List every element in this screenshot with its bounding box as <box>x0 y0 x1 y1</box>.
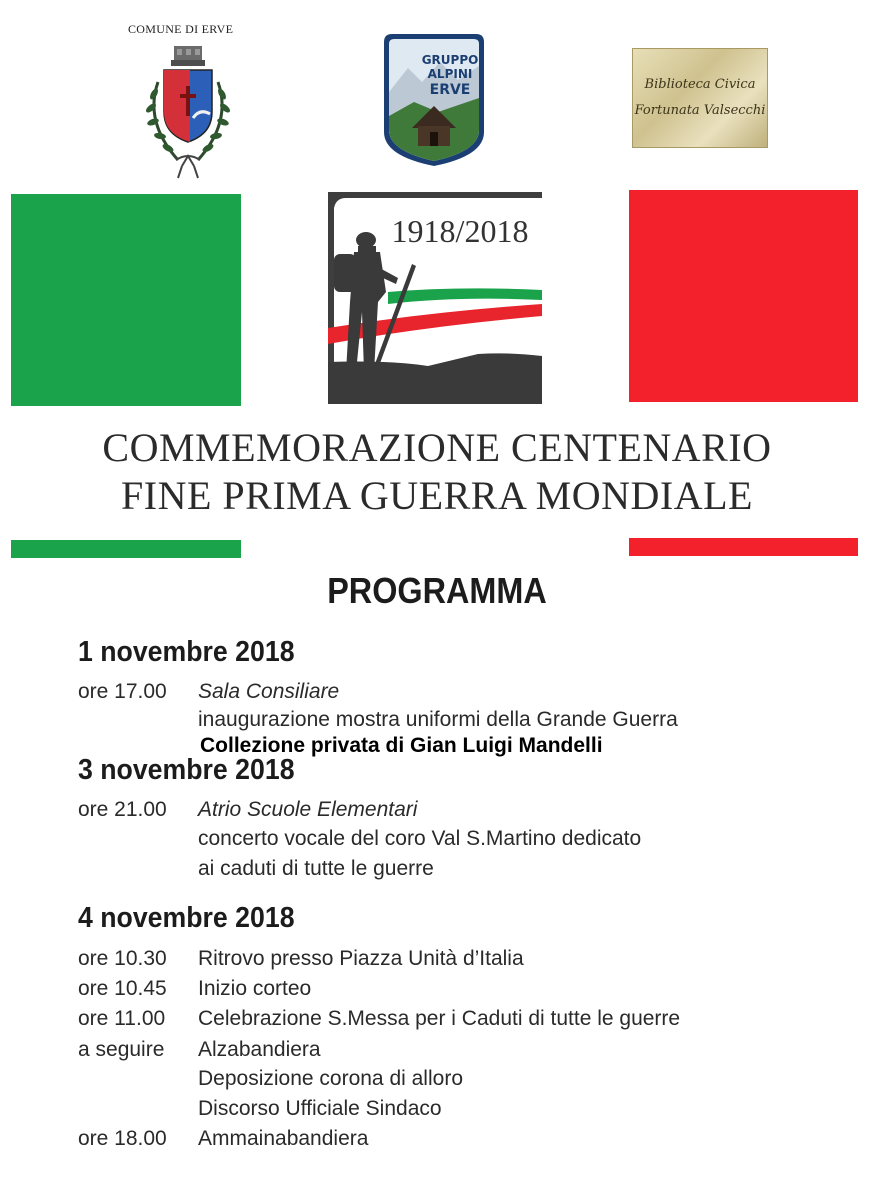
program-time: ore 10.45 <box>78 977 167 1000</box>
red-flag-block <box>629 190 858 402</box>
program-text: Inizio corteo <box>198 977 312 1000</box>
program-text: Alzabandiera <box>198 1038 321 1061</box>
green-flag-block <box>11 194 241 406</box>
program-text: Discorso Ufficiale Sindaco <box>198 1097 442 1120</box>
program-time: ore 21.00 <box>78 798 167 821</box>
program-row <box>78 1038 321 1062</box>
program-text: Celebrazione S.Messa per i Caduti di tutte le guerre <box>198 1007 681 1030</box>
program-row <box>78 977 312 1001</box>
day-date: 4 novembre 2018 <box>78 902 295 934</box>
program-time: ore 18.00 <box>78 1127 167 1150</box>
program-row <box>78 1007 681 1031</box>
program-text: Ritrovo presso Piazza Unità d’Italia <box>198 947 524 970</box>
plaque-line1: Biblioteca Civica <box>644 77 756 92</box>
program-time: ore 11.00 <box>78 1007 166 1030</box>
program-row <box>78 680 340 704</box>
plaque-line2: Fortunata Valsecchi <box>634 103 766 118</box>
red-divider <box>629 538 858 556</box>
program-text: Atrio Scuole Elementari <box>198 798 418 821</box>
program-text: Collezione privata di Gian Luigi Mandelli <box>200 734 603 757</box>
program-time: ore 17.00 <box>78 680 167 703</box>
program-text: inaugurazione mostra uniformi della Grande Guerra <box>198 708 678 731</box>
program-text: Deposizione corona di alloro <box>198 1067 463 1090</box>
alpini-line1: GRUPPO <box>421 53 479 67</box>
title-line1: COMMEMORAZIONE CENTENARIO <box>102 425 772 470</box>
program-row <box>78 798 418 822</box>
program-text: concerto vocale del coro Val S.Martino dedicato <box>198 827 642 850</box>
program-time: a seguire <box>78 1038 165 1061</box>
program-text: ai caduti di tutte le guerre <box>198 857 434 880</box>
green-divider <box>11 540 241 558</box>
gruppo-alpini-logo <box>378 32 490 168</box>
program-text: Sala Consiliare <box>198 680 340 703</box>
programma-heading: PROGRAMMA <box>327 570 547 611</box>
day-date: 1 novembre 2018 <box>78 636 295 668</box>
title-line2: FINE PRIMA GUERRA MONDIALE <box>121 473 753 518</box>
alpini-line2: ALPINI <box>427 67 473 81</box>
biblioteca-plaque <box>632 48 768 148</box>
alpini-line3: ERVE <box>429 82 471 98</box>
program-text: Ammainabandiera <box>198 1127 369 1150</box>
program-row <box>78 947 524 971</box>
day-date: 3 novembre 2018 <box>78 754 295 786</box>
program-row <box>78 1127 369 1151</box>
comune-label: COMUNE DI ERVE <box>128 22 234 36</box>
coat-of-arms-icon <box>138 42 238 182</box>
program-time: ore 10.30 <box>78 947 167 970</box>
centenary-emblem <box>328 192 542 404</box>
emblem-years: 1918/2018 <box>391 213 529 249</box>
